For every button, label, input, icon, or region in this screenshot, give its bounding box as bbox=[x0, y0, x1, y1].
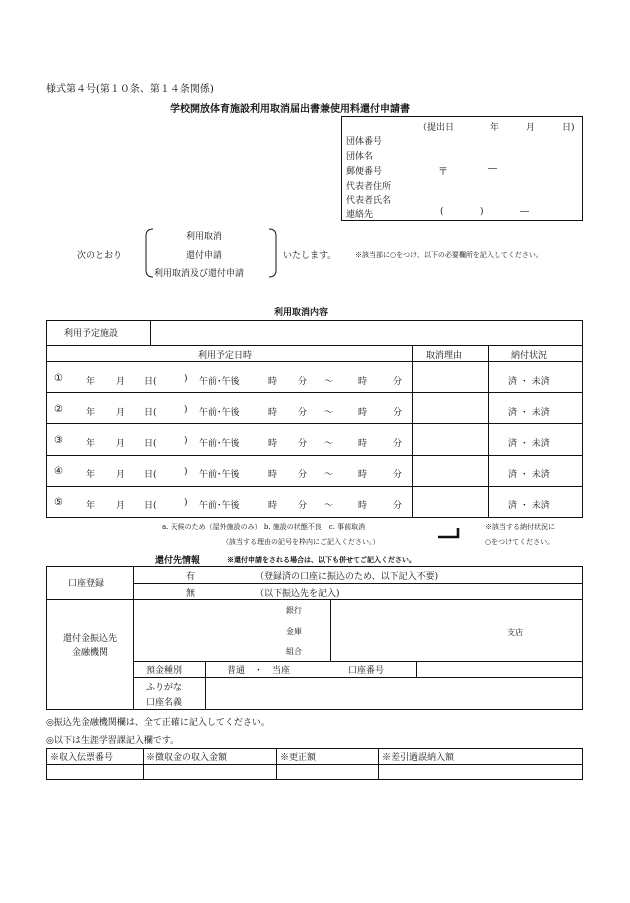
bent-arrow-icon bbox=[436, 526, 462, 540]
row-year: 年 bbox=[86, 377, 96, 387]
postal-mark: 〒 bbox=[438, 167, 448, 178]
account-no: 無 bbox=[186, 589, 196, 599]
row-tilde: ～ bbox=[324, 470, 334, 480]
row-marker: ⑤ bbox=[54, 497, 63, 508]
contact-dash: ― bbox=[520, 207, 529, 217]
postal-code-label: 郵便番号 bbox=[346, 167, 383, 177]
payment-note-line2: ○をつけてください。 bbox=[485, 538, 555, 546]
row-hour-end: 時 bbox=[358, 470, 368, 480]
row-month: 月 bbox=[116, 377, 126, 387]
row-ampm: 午前･午後 bbox=[199, 408, 240, 418]
option-refund: 還付申請 bbox=[186, 251, 223, 261]
row-hour: 時 bbox=[268, 439, 278, 449]
row-payment-status: 済 ・ 未済 bbox=[508, 501, 550, 511]
row-hour: 時 bbox=[268, 377, 278, 387]
submission-month-label: 月 bbox=[526, 123, 536, 133]
account-yes-desc: （登録済の口座に振込のため、以下記入不要) bbox=[255, 572, 439, 582]
row-hour-end: 時 bbox=[358, 408, 368, 418]
submission-year-label: 年 bbox=[490, 123, 500, 133]
left-bracket-icon bbox=[144, 228, 154, 278]
cancel-table bbox=[46, 320, 583, 518]
facility-label: 利用予定施設 bbox=[64, 329, 119, 339]
row-min-end: 分 bbox=[393, 408, 403, 418]
row-hour-end: 時 bbox=[358, 501, 368, 511]
cancel-section-title: 利用取消内容 bbox=[274, 308, 329, 318]
refund-section-note: ※還付申請をされる場合は、以下も併せてご記入ください。 bbox=[227, 555, 416, 564]
row-marker: ③ bbox=[54, 435, 63, 446]
office-col-receipt-no: ※収入伝票番号 bbox=[50, 753, 114, 763]
col-payment: 納付状況 bbox=[511, 351, 548, 361]
row-marker: ① bbox=[54, 373, 63, 384]
reason-instructions: （該当する理由の記号を枠内にご記入ください。） bbox=[222, 538, 380, 546]
row-year: 年 bbox=[86, 470, 96, 480]
row-min: 分 bbox=[298, 470, 308, 480]
postal-dash: ― bbox=[488, 164, 497, 174]
row-min-end: 分 bbox=[393, 377, 403, 387]
row-tilde: ～ bbox=[324, 408, 334, 418]
office-col-overpayment: ※差引過誤納入額 bbox=[382, 753, 455, 763]
row-year: 年 bbox=[86, 439, 96, 449]
row-hour: 時 bbox=[268, 501, 278, 511]
row-min: 分 bbox=[298, 501, 308, 511]
row-min: 分 bbox=[298, 408, 308, 418]
option-cancel: 利用取消 bbox=[186, 232, 223, 242]
row-hour-end: 時 bbox=[358, 377, 368, 387]
row-hour-end: 時 bbox=[358, 439, 368, 449]
row-min-end: 分 bbox=[393, 470, 403, 480]
bank-type-kumiai: 組合 bbox=[286, 647, 302, 656]
row-day: 日( bbox=[144, 408, 157, 418]
contact-label: 連絡先 bbox=[346, 210, 374, 220]
row-marker: ④ bbox=[54, 466, 63, 477]
row-payment-status: 済 ・ 未済 bbox=[508, 408, 550, 418]
row-paren: ) bbox=[184, 405, 188, 415]
intro-suffix: いたします。 bbox=[283, 251, 337, 261]
row-day: 日( bbox=[144, 439, 157, 449]
submission-day-label: 日) bbox=[562, 123, 575, 133]
furigana-label: ふりがな bbox=[146, 683, 183, 693]
bank-type-bank: 銀行 bbox=[286, 606, 302, 615]
account-name-label: 口座名義 bbox=[146, 698, 183, 708]
branch-label: 支店 bbox=[507, 628, 523, 637]
col-datetime: 利用予定日時 bbox=[198, 351, 253, 361]
payment-note-line1: ※該当する納付状況に bbox=[485, 523, 555, 531]
row-tilde: ～ bbox=[324, 439, 334, 449]
refund-bank-label-1: 還付金振込先 bbox=[62, 634, 117, 644]
row-day: 日( bbox=[144, 501, 157, 511]
row-month: 月 bbox=[116, 439, 126, 449]
row-min: 分 bbox=[298, 377, 308, 387]
refund-bank-label-2: 金融機関 bbox=[71, 648, 108, 658]
row-payment-status: 済 ・ 未済 bbox=[508, 439, 550, 449]
row-year: 年 bbox=[86, 408, 96, 418]
row-payment-status: 済 ・ 未済 bbox=[508, 377, 550, 387]
contact-paren-close: ) bbox=[480, 207, 484, 217]
form-title: 学校開放体育施設利用取消届出書兼使用料還付申請書 bbox=[170, 104, 410, 115]
office-col-revenue-amount: ※徴収金の収入金額 bbox=[146, 753, 228, 763]
group-number-label: 団体番号 bbox=[346, 137, 383, 147]
representative-address-label: 代表者住所 bbox=[346, 182, 392, 192]
row-month: 月 bbox=[116, 501, 126, 511]
row-month: 月 bbox=[116, 470, 126, 480]
row-paren: ) bbox=[184, 374, 188, 384]
row-paren: ) bbox=[184, 436, 188, 446]
intro-note: ※該当部に○をつけ、以下の必要欄所を記入してください。 bbox=[355, 251, 543, 259]
contact-paren-open: ( bbox=[440, 207, 444, 217]
intro-prefix: 次のとおり bbox=[77, 251, 123, 261]
row-month: 月 bbox=[116, 408, 126, 418]
account-yes: 有 bbox=[186, 572, 196, 582]
footer-note-1: ◎振込先金融機関欄は、全て正確に記入してください。 bbox=[46, 718, 270, 728]
row-min-end: 分 bbox=[393, 501, 403, 511]
account-no-desc: （以下振込先を記入) bbox=[255, 589, 340, 599]
reason-options: a. 天候のため（屋外施設のみ） b. 施設の状態不良 c. 事前取消 bbox=[162, 523, 366, 531]
bank-type-kinko: 金庫 bbox=[286, 627, 302, 636]
row-year: 年 bbox=[86, 501, 96, 511]
representative-name-label: 代表者氏名 bbox=[346, 196, 392, 206]
right-bracket-icon bbox=[268, 228, 278, 278]
row-min-end: 分 bbox=[393, 439, 403, 449]
office-col-correction: ※更正額 bbox=[280, 753, 317, 763]
deposit-type-label: 預金種別 bbox=[146, 666, 183, 676]
account-number-label: 口座番号 bbox=[348, 666, 385, 676]
submission-date-label: （提出日 bbox=[418, 123, 455, 133]
row-ampm: 午前･午後 bbox=[199, 377, 240, 387]
row-min: 分 bbox=[298, 439, 308, 449]
refund-section-title: 還付先情報 bbox=[155, 556, 201, 566]
footer-note-2: ◎以下は生涯学習課記入欄です。 bbox=[46, 736, 180, 746]
row-hour: 時 bbox=[268, 470, 278, 480]
row-hour: 時 bbox=[268, 408, 278, 418]
row-day: 日( bbox=[144, 470, 157, 480]
row-tilde: ～ bbox=[324, 501, 334, 511]
group-name-label: 団体名 bbox=[346, 152, 374, 162]
account-registration-label: 口座登録 bbox=[68, 579, 105, 589]
row-paren: ) bbox=[184, 467, 188, 477]
row-marker: ② bbox=[54, 404, 63, 415]
option-cancel-and-refund: 利用取消及び還付申請 bbox=[154, 269, 245, 279]
form-number: 様式第４号(第１０条、第１４条関係) bbox=[46, 84, 214, 95]
col-reason: 取消理由 bbox=[426, 351, 463, 361]
row-paren: ) bbox=[184, 498, 188, 508]
row-ampm: 午前･午後 bbox=[199, 470, 240, 480]
row-ampm: 午前･午後 bbox=[199, 439, 240, 449]
row-ampm: 午前･午後 bbox=[199, 501, 240, 511]
row-day: 日( bbox=[144, 377, 157, 387]
deposit-type-options: 普通 ・ 当座 bbox=[227, 666, 291, 676]
row-payment-status: 済 ・ 未済 bbox=[508, 470, 550, 480]
row-tilde: ～ bbox=[324, 377, 334, 387]
